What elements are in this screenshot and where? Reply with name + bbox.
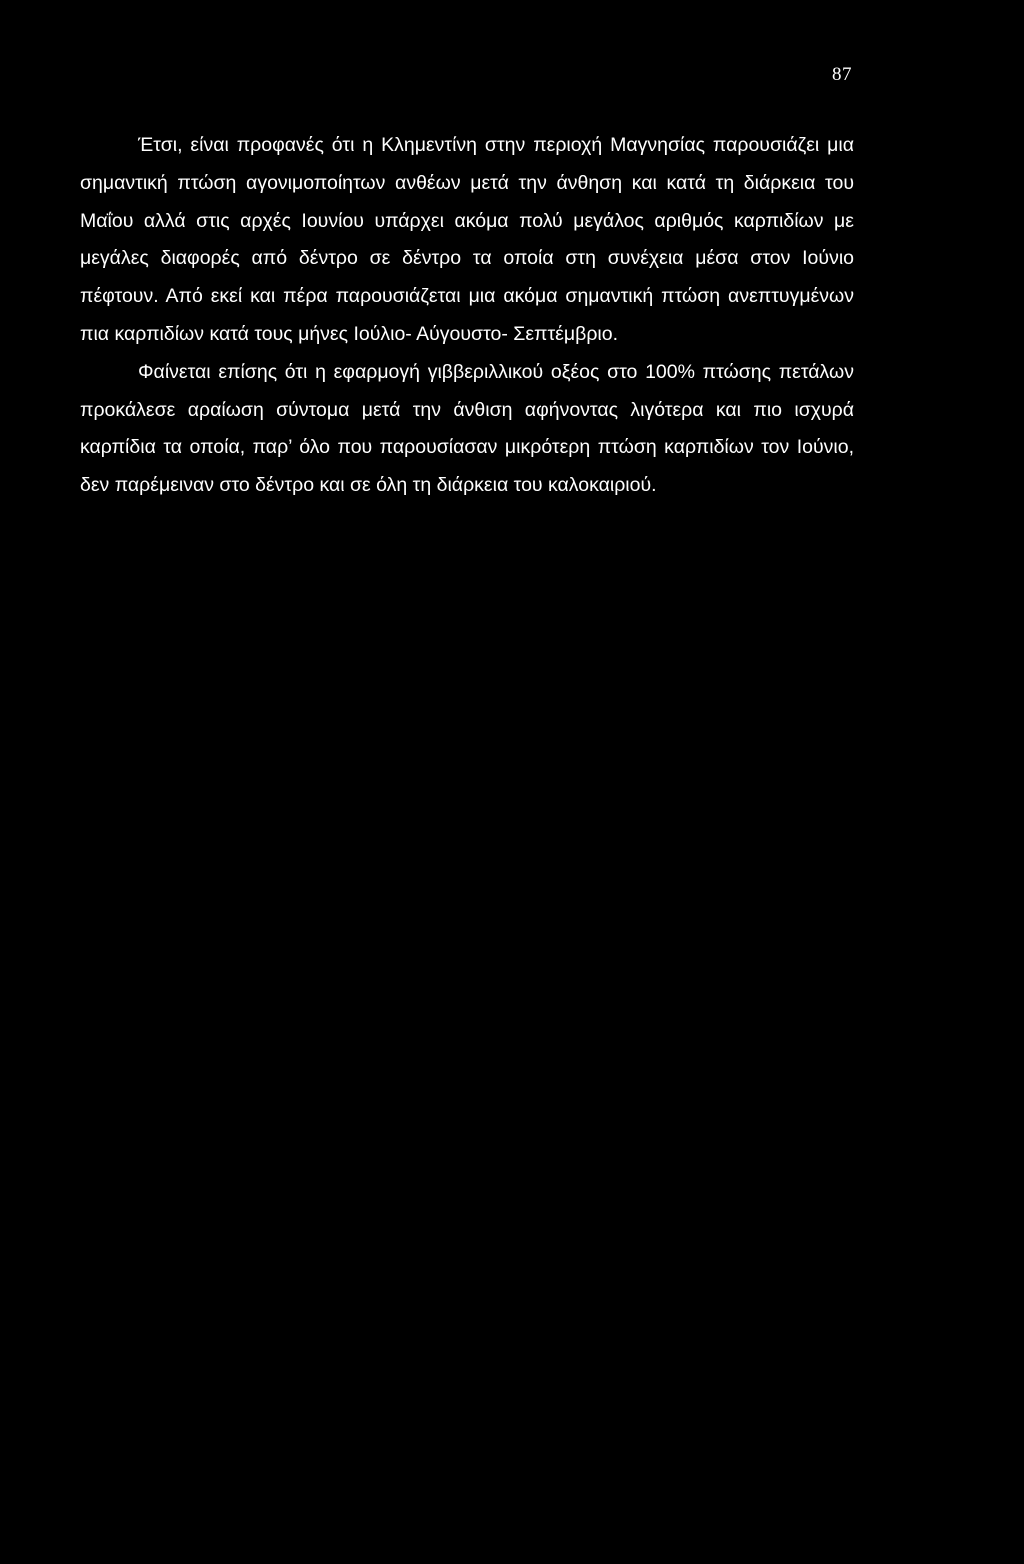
paragraph-1: Έτσι, είναι προφανές ότι η Κλημεντίνη στην περιοχή Μαγνησίας παρουσιάζει μια σημαντική πτώση αγονιμοποίητων ανθέων μετά την άνθηση και κατά τη διάρκεια του Μαΐου αλλά στις αρχές Ιουνίου υπάρχει ακόμα πολύ μεγάλος αριθμός καρπιδίων με μεγάλες διαφορές από δέντρο σε δέντρο τα οποία στη συνέχεια μέσα στον Ιούνιο πέφτουν. Από εκεί και πέρα παρουσιάζεται μια ακόμα σημαντική πτώση ανεπτυγμένων πια καρπιδίων κατά τους μήνες Ιούλιο- Αύγουστο- Σεπτέμβριο. (80, 134, 854, 345)
page-number: 87 (832, 64, 852, 85)
document-body (80, 127, 854, 505)
paragraph-2: Φαίνεται επίσης ότι η εφαρμογή γιββεριλλικού οξέος στο 100% πτώσης πετάλων προκάλεσε αραίωση σύντομα μετά την άνθιση αφήνοντας λιγότερα και πιο ισχυρά καρπίδια τα οποία, παρ’ όλο που παρουσίασαν μικρότερη πτώση καρπιδίων τον Ιούνιο, δεν παρέμειναν στο δέντρο και σε όλη τη διάρκεια του καλοκαιριού. (80, 360, 854, 497)
